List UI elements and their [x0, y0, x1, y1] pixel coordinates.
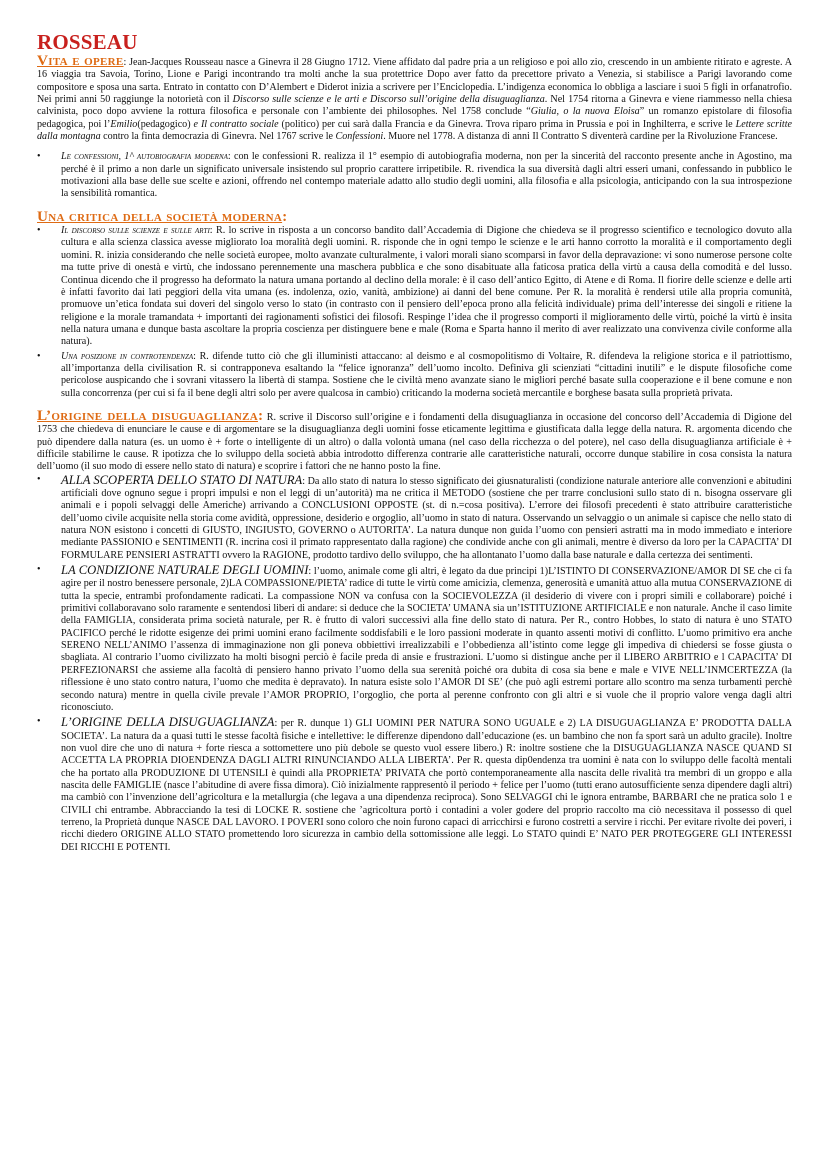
text: contro la finta democrazia di Ginevra. Nel 1767 scrive le [100, 131, 336, 143]
section-heading-critica: Una critica della società moderna [37, 207, 283, 225]
work-title: Emilio [110, 118, 138, 130]
list-item [37, 474, 792, 562]
list-item [37, 351, 792, 400]
bullet-text: : R. lo scrive in risposta a un concorso bandito dall’Accademia di Digione che chiedeva se il progresso scientifico e tecnologico dovuto alla cultura e alla scienza classica avesse migliorato loa moralità degli uomini. R. risponde che in ogni tempo le scienze e le arti hanno corrotto la moralità e il comportamento degli uomini. R. inizia considerando che nelle società europee, molto avanzate culturalmente, i valori morali siano scomparsi in favor della depravazione: vi sono numerose persone colte ma tutte prive di onestà e virtù, che indossano perennemente una maschera pubblica e che sono disabituate alla faticosa pratica della virtù a causa della comodità e del lusso. Continua dicendo che il progresso ha deformato la natura umana portando al declino della morale: è il caso dell’antico Egitto, di Atene e di Roma. Il fiorire delle scienze e delle arti è infatti favorito dai lati peggiori della vita umana (es. indolenza, ozio, vanità, ambizione) ai danni del bene comune. Per R. la moralità è rendersi utile alla propria comunità, promuove un’etica fondata sui doveri del singolo verso lo stato (in contrasto con il pensiero dell’epoca prono alla felicità individuale) prima dell’interesse dei singoli e ritiene la religione e la morale tramandata + importanti dei ragionamenti sofistici dei filosofi. Respinge l’idea che il progresso comporti il miglioramento delle virtù, poiché la virtù è insita nella natura umana e dunque basta ascoltare la propria coscienza per distinguere bene e male (Roma e Sparta hanno il merito di aver realizzato una convivenza civile conforme alla natura). [61, 225, 792, 348]
text: Jean-Jacques Rousseau nasce a Ginevra il 28 Giugno 1712. Viene affidato dal padre pria a un religioso e poi allo zio, crescendo in un ambiente ritirato e agreste. A 16 viaggia tra Savoia, Torino, Lione e Parigi incontrando tra molti anche la sua protettrice Dopo aver fatto da precettore privato a Venezia, si stabilisce a Parigi lavorando come compositore e sposa una sarta. Entrato in contatto con D’Alembert e Diderot inizia a scrivere per l’Enciclopedia. L’indigenza economica lo obbliga a lasciare i suoi 5 figli in orfanatrofio. Nei primi anni 50 raggiunge la notorietà con il [37, 57, 792, 106]
origine-intro [37, 406, 792, 474]
colon: : [123, 57, 127, 68]
text: (pedagogico) [137, 118, 194, 130]
colon: : [282, 207, 288, 225]
list-item [37, 151, 792, 200]
bullet-text: : R. difende tutto ciò che gli illuministi attaccano: al deismo e al cosmopolitismo di Voltaire, R. difendeva la religione storica e il patriottismo, all’importanza della civilisation R. si contrapponeva esaltando la “felice ignoranza” dell’uomo incolto. Definiva gli scienziati “cittadini inutili” e le dispute filosofiche come pericolose auspicando che i sovrani vitassero la libertà di stampa. Sostiene che le civiltà meno avanzate siano le migliori perché basate sulla cooperazione e il bene comune e non sulla concorrenza (per cui si fa il bene degli altri solo per avere qualcosa in cambio) criticando la moderna società mercantile e borghese basata sulla proprietà privata. [61, 350, 792, 399]
section-heading-origine: L’origine della disuguaglianza [37, 406, 258, 424]
work-title: Lettere scritte dalla montagna [37, 118, 792, 143]
work-title: Confessioni [335, 131, 384, 143]
bullet-text: : l’uomo, animale come gli altri, è legato da due principi 1)L’ISTINTO DI CONSERVAZIONE/AMOR DI SE che ci fa agire per il nostro benessere personale, 2)LA COMPASSIONE/PIETA’ radice di tutte le virtù come amicizia, clemenza, generosità e umanità attuo alla mutua CONSERVAZIONE di tutta la specie, entrambi profondamente radicati. La compassione NON va confusa con la SOCIEVOLEZZA (il desiderio di vivere con i propri simili e collaborare) poiché i primitivi collaboravano solo raramente e sentendosi liberi di andare: si deduce che la SOCIETA’ UMANA sia un’ISTITUZIONE ARTIFICIALE e non naturale. Anche il caso limite della FAMIGLIA, considerata prima società naturale, per R. è frutto di valori successivi alla fine dello stato di natura. Per R., contro Hobbes, lo stato di natura è uno STATO PACIFICO perché le ridotte esigenze dei primi uomini erano facilmente soddisfabili e le loro passioni moderate in quanto assenti motivi di conflitto. L’uomo primitivo era anche SERENO NELL’ANIMO l’assenza di immaginazione non gli poneva obbiettivi irrealizzabili e l’obbedienza all’istinto come legge gli impediva di chiedersi se fosse giusta o sbagliata. Al contrario l’uomo civilizzato ha molti bisogni perciò è facile preda di ansie e frustrazioni. L’uomo si distingue anche per il LIBERO ARBITRIO e l CAPACITA’ DI PERFEZIONARSI che assieme alla facoltà di pensiero hanno privato l’uomo della sua serenità poiché ora dubita di cosa sia bene e male e VIVE NELL’INMCERTEZZA (la riflessione è uno stato contro natura, l’uomo che medita è depravato). In natura esiste solo l’AMOR DI SE’ (che può agli estremi portare allo scontro ma senza turbamenti perchè secondo natura) mentre in quella civile prevale l’AMOR PROPRIO, l’orgoglio, che porta al perenne confronto con gli altri e si vuole che il proprio valore venga dagli altri riconosciuto. [61, 566, 792, 713]
section-origine [37, 406, 792, 854]
document-title: ROSSEAU [37, 30, 138, 54]
bullet-lead: ALLA SCOPERTA DELLO STATO DI NATURA [61, 472, 303, 487]
section-heading-vita: Vita e opere [37, 52, 124, 69]
list-item [37, 225, 792, 348]
text: ” un romanzo epistolare di filosofia pedagogica, poi l’ [37, 106, 792, 130]
bullet-lead: LA CONDIZIONE NATURALE DEGLI UOMINI [61, 563, 309, 578]
bullet-text: : con le confessioni R. realizza il 1° esempio di autobiografia moderna, non per la sincerità del racconto presente anche in Agostino, ma perché è il primo a non darle un significato universale insistendo sul proprio carattere irripetibile. R. rivendica la sua diversità dagli altri esseri umani, confessando in pubblico le motivazioni alla base delle sue scelte e azioni, offrendo nel contempo materiale adatto allo studio degli uomini, alla filosofia e alla psicologia, anticipando con la sua introspezione la sensibilità romantica. [61, 151, 792, 200]
bullet-text: : per R. dunque 1) GLI UOMINI PER NATURA SONO UGUALE e 2) LA DISUGUAGLIANZA E’ PRODOTTA DALLA SOCIETA’. La natura da a quasi tutti le stesse facoltà fisiche e intellettive: le differenze dipendono dall’educazione (es. un bambino che non fa sport sarà un adulto gracile). Inoltre non vuol dire che uno di natura + forte riesca a sottomettere uno più debole se questo vuol essere libero.) R: inoltre sostiene che la DISUGUAGLIANZA NASCE QUAND SI ACCETTA LA PROPRIA DIOENDENZA DAGLI ALTRI RINUNCIANDO ALLA LIBERTA’. Per R. questa dip0endenza tra uomini è nata con lo sviluppo delle facoltà mentali che ha portato alla PRODUZIONE DI UTENSILI è quindi alla PROPRIETA’ PRIVATA che portò contemporaneamente alla nascita delle rivalità tra membri di un groppo e alla nascita delle FAMIGLIE (nasce l’abitudine di avere fissa dimora). Ciò inizialmente rappresentò il periodo + felice per l’uomo (tutti erano autosufficiente senza dipendere dagli altri) ma cambiò con l’invenzione dell’agricoltura e la metallurgia (che legava a una dipendenza reciproca). Sono SELVAGGI chi le ignora entrambe, BARBARI che ne pratica solo 1 e CIVILI chi entrambe. Abbracciando la tesi di LOCKE R. sostiene che ’agricoltura portò i contadini a voler godere del proprio raccolto ma ciò necessitava il possesso di quel terreno, la Proprietà dunque NASCE DAL LAVORO. I POVERI sono coloro che noin furono capaci di arricchirsi e furono costretti a servire i ricchi. Per evitare rivolte dei poveri, i ricchi diedero ORIGINE ALLO STATO promettendo loro sicurezza in cambio della sottomissione alle leggi. Lo STATO quindi E’ NATO PER PROTEGGERE GLI INTERESSI DEI RICCHI E POTENTI. [61, 718, 792, 853]
bullet-lead: Una posizione in controtendenza [61, 350, 194, 362]
critica-bullets [37, 225, 792, 400]
section-vita [37, 52, 793, 201]
origine-bullets [37, 474, 792, 854]
colon: : [257, 406, 264, 424]
critica-heading-line [37, 207, 792, 225]
work-title: Discorso sulle scienze e le arti e Discorso sull’origine della disuguaglianza [232, 94, 545, 106]
bullet-lead: Il discorso sulle scienze e sulle arti [61, 225, 210, 237]
text: . Nel 1754 ritorna a Ginevra e viene riammesso nella chiesa calvinista, poco dopo avviene la rottura filosofica e personale con l’ambiente dei philosophes. Nel 1758 conclude “ [37, 94, 793, 118]
bullet-lead: Le confessioni, 1^ autobiografia moderna [61, 151, 228, 163]
intro-text: R. scrive il Discorso sull’origine e i fondamenti della disuguaglianza in occasione del concorso dell’Accademia di Digione del 1753 che chiedeva di enunciare le cause e di argomentare se la disuguaglianza degli uomini fosse eticamente legittima e giustificata dalla legge della natura. R. argomenta dicendo che può dipendere dalla natura (es. un uomo è + forte o intelligente di un altro) o dalla volontà umana (nel caso della ricchezza o del potere), nel caso della disuguaglianza artificiale è + difficile stabilirne le cause. R ipotizza che lo sviluppo della società abbia introdotto differenza contrarie alle caratteristiche naturali, occorre dunque stabilire in cosa consista la natura dell’uomo (il suo modo di essere nello stato di natura) e scoprire i fattori che ne hanno posto la fine. [37, 411, 792, 473]
text: (politico) per cui sarà dalla Francia e da Ginevra. Trova riparo prima in Prussia e poi in Inghilterra, e scrive le [278, 118, 736, 130]
work-title: Giulia, o la nuova Eloisa [530, 106, 640, 118]
vita-paragraph [37, 52, 793, 143]
work-title: e Il contratto sociale [193, 118, 279, 130]
list-item [37, 716, 792, 854]
list-item [37, 564, 792, 714]
section-critica [37, 207, 792, 400]
bullet-lead: L’ORIGINE DELLA DISUGUAGLIANZA [61, 715, 275, 730]
text: . Muore nel 1778. A distanza di anni Il Contratto S diventerà cardine per la Rivoluzione Francese. [383, 131, 778, 143]
bullet-text: : Da allo stato di natura lo stesso significato dei giusnaturalisti (condizione naturale anteriore alle convenzioni e abitudini artificiali dove ognuno segue i propri impulsi e non el leggi di un’autorità) ma ne critica il METODO (sostiene che per trarre conclusioni sullo stato di n. bisogna osservare gli animali e i popoli selvaggi delle Americhe) arrivando a CONCLUSIONI OPPOSTE (st. di n.=cosa positiva). L’errore dei filosofi precedenti è stato attribuire caratteristiche dell’uomo civile acquisite nella storia come avidità, oppressione, desiderio e orgoglio, all’uomo in stato di natura. Osservando un selvaggio o un animale si capisce che nello stato di natura NON esistono i concetti di GIUSTO, INGIUSTO, GOVERNO o AUTORITA’. La natura dunque non guida l’uomo con pensieri astratti ma in modo immediato e interiore mediante PASSIONIO e SENTIMENTI (R. incrina così il primato rappresentato dalla ragione) che condivide anche con gli animali, mentre è diverso da loro per la CAPACITA’ DI FORMULARE PENSIERI ASTRATTI ovvero la RAGIONE, prodotto tardivo dello sviluppo, che ha allontanato l’uomo dalla base naturale e dalla certezza dei sentimenti. [61, 475, 792, 561]
vita-bullets [37, 151, 792, 200]
